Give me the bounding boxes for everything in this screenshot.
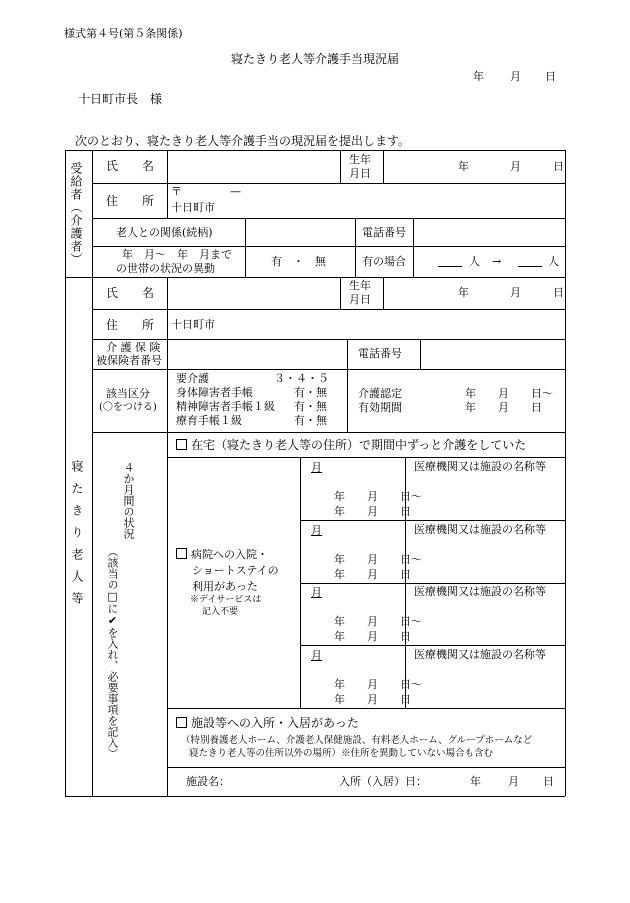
stay-from-date: 年 月 日～	[334, 553, 422, 566]
home-checkbox[interactable]	[176, 439, 187, 450]
dayservice-note-2: 記入不要	[202, 607, 239, 617]
stay-to-date: 年 月 日	[334, 693, 411, 706]
facility-note: （特別養護老人ホーム、介護老人保健施設、有料老人ホーム、グループホームなど	[181, 735, 533, 746]
elderly-phone-label: 電話番号	[358, 347, 402, 360]
status-instruction: （該当の□に✔を入れ、必要事項を記入）	[106, 546, 119, 759]
hospital-checkbox[interactable]	[176, 548, 187, 559]
cert-period-label: 有効期間	[358, 401, 402, 414]
option-home[interactable]	[176, 439, 526, 451]
facility-name-label: 医療機関又は施設の名称等	[414, 460, 546, 473]
postal-mark: 〒	[171, 185, 182, 198]
household-period-label: 年 月～ 年 月まで	[122, 248, 232, 261]
elderly-section-label: 寝たきり老人等	[70, 460, 84, 614]
recipient-name-label: 氏 名	[106, 159, 155, 173]
elderly-birth-label-2: 月日	[349, 293, 371, 306]
cat-rehab-value: 有・無	[294, 414, 327, 427]
insurance-label: 介 護 保 険	[106, 341, 161, 354]
household-from-blank[interactable]	[438, 266, 462, 267]
option-hospital-label-2: ショートステイの	[192, 564, 279, 577]
recipient-address-label: 住 所	[106, 194, 155, 208]
cat-rehab-label: 療育手帳１級	[176, 414, 242, 427]
elderly-address-label: 住 所	[106, 318, 155, 332]
stay-from-date: 年 月 日～	[334, 678, 422, 691]
stay-to-date: 年 月 日	[334, 630, 411, 643]
elderly-birth-label: 生年	[349, 279, 371, 292]
recipient-birth-year: 年	[458, 160, 469, 173]
stay-month: 月	[311, 461, 322, 474]
addressee: 十日町市長 様	[78, 92, 163, 106]
dayservice-note: ※デイサービスは	[190, 595, 262, 605]
date-year-label: 年	[473, 70, 484, 83]
household-from-unit: 人	[469, 255, 480, 268]
elderly-address-value: 十日町市	[171, 318, 215, 331]
household-to-blank[interactable]	[518, 266, 542, 267]
option-home-label: 在宅（寝たきり老人等の住所）で期間中ずっと介護をしていた	[191, 438, 527, 452]
form-number: 様式第４号(第５条関係)	[64, 27, 183, 40]
insurance-number-label: 被保険者番号	[96, 354, 162, 367]
arrow-icon: →	[492, 255, 502, 268]
recipient-birth-day: 日	[553, 160, 564, 173]
household-change-label: の世帯の状況の異動	[116, 262, 215, 275]
admission-day: 日	[543, 775, 554, 788]
postal-dash: —	[230, 185, 241, 198]
elderly-name-label: 氏 名	[106, 286, 155, 300]
recipient-birth-label-2: 月日	[349, 167, 371, 180]
stay-to-date: 年 月 日	[334, 505, 411, 518]
category-instruction: (〇をつける)	[99, 402, 157, 413]
status-label: ４か月間の状況	[122, 462, 135, 539]
option-facility-label: 施設等への入所・入居があった	[191, 716, 359, 730]
cat-care-level-label: 要介護	[176, 372, 209, 385]
facility-name-label: 医療機関又は施設の名称等	[414, 523, 546, 536]
cat-care-level-value: ３・４・５	[274, 372, 329, 385]
stay-month: 月	[311, 649, 322, 662]
household-choice: 有 ・ 無	[271, 255, 326, 268]
facility-checkbox[interactable]	[176, 717, 187, 728]
admission-year: 年	[470, 775, 481, 788]
recipient-section-label: 受給者（介護者）	[69, 162, 83, 266]
cert-to-date: 年 月 日	[465, 401, 542, 414]
option-facility[interactable]	[176, 717, 359, 729]
relation-label: 老人との関係(続柄)	[116, 226, 213, 239]
cat-mental-value: 有・無	[294, 400, 327, 413]
cert-from-date: 年 月 日～	[465, 387, 553, 400]
cert-label: 介護認定	[358, 387, 402, 400]
admission-month: 月	[508, 775, 519, 788]
page-title: 寝たきり老人等介護手当現況届	[231, 52, 400, 66]
recipient-birth-month: 月	[510, 160, 521, 173]
option-hospital-label: 病院への入院・	[191, 548, 268, 561]
elderly-birth-day: 日	[553, 286, 564, 299]
stay-to-date: 年 月 日	[334, 568, 411, 581]
admission-date-label: 入所（入居）日：	[339, 775, 427, 788]
elderly-birth-year: 年	[458, 286, 469, 299]
facility-name-field-label: 施設名：	[186, 775, 230, 788]
option-hospital-label-3: 利用があった	[192, 580, 258, 593]
household-if-label: 有の場合	[362, 255, 406, 268]
recipient-birth-label: 生年	[349, 153, 371, 166]
recipient-address-value: 十日町市	[171, 201, 215, 214]
option-hospital[interactable]	[176, 548, 268, 560]
elderly-birth-month: 月	[510, 286, 521, 299]
facility-name-label: 医療機関又は施設の名称等	[414, 648, 546, 661]
stay-from-date: 年 月 日～	[334, 490, 422, 503]
stay-month: 月	[311, 524, 322, 537]
date-day-label: 日	[545, 70, 556, 83]
facility-name-label: 医療機関又は施設の名称等	[414, 585, 546, 598]
stay-from-date: 年 月 日～	[334, 615, 422, 628]
intro-text: 次のとおり、寝たきり老人等介護手当の現況届を提出します。	[75, 134, 411, 148]
cat-physical-label: 身体障害者手帳	[176, 386, 253, 399]
date-month-label: 月	[510, 70, 521, 83]
recipient-phone-label: 電話番号	[362, 226, 406, 239]
category-label: 該当区分	[106, 387, 150, 400]
cat-physical-value: 有・無	[294, 386, 327, 399]
household-to-unit: 人	[548, 255, 559, 268]
stay-month: 月	[311, 586, 322, 599]
facility-note-2: 寝たきり老人等の住所以外の場所）※住所を異動していない場合も含む	[189, 748, 494, 759]
cat-mental-label: 精神障害者手帳１級	[176, 400, 275, 413]
